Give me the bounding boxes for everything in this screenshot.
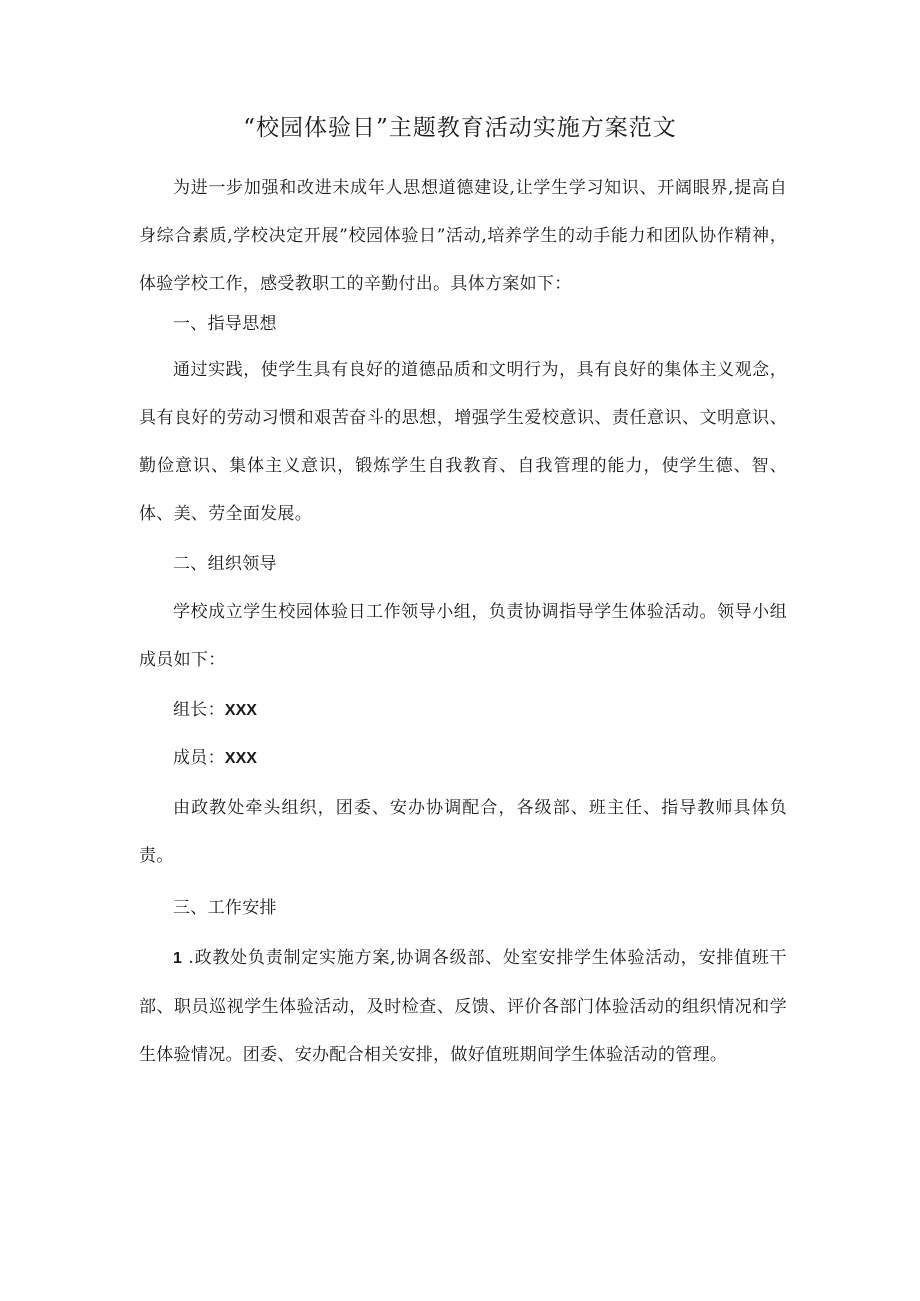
work-item-1-paragraph — [139, 934, 787, 1079]
organization-paragraph: 学校成立学生校园体验日工作领导小组，负责协调指导学生体验活动。领导小组成员如下： — [139, 602, 787, 670]
section-heading-work-arrangement: 三、工作安排 — [173, 898, 277, 918]
responsibility-paragraph: 由政教处牵头组织，团委、安办协调配合，各级部、班主任、指导教师具体负责。 — [139, 798, 787, 866]
member-line — [139, 734, 821, 783]
leader-line — [139, 686, 821, 735]
section-heading-organization: 二、组织领导 — [173, 554, 277, 574]
leader-value: XXX — [224, 702, 257, 719]
guiding-ideology-paragraph: 通过实践，使学生具有良好的道德品质和文明行为，具有良好的集体主义观念，具有良好的劳动习惯和艰苦奋斗的思想，增强学生爱校意识、责任意识、文明意识、勤俭意识、集体主义意识，锻炼学生自我教育、自我管理的能力，使学生德、智、体、美、劳全面发展。 — [139, 360, 787, 524]
document-title: “校园体验日”主题教育活动实施方案范文 — [243, 115, 677, 141]
section-heading-guiding-ideology: 一、指导思想 — [173, 314, 277, 334]
intro-paragraph: 为进一步加强和改进未成年人思想道德建设,让学生学习知识、开阔眼界,提高自身综合素质,学校决定开展”校园体验日”活动,培养学生的动手能力和团队协作精神，体验学校工作，感受教职工的辛勤付出。具体方案如下： — [139, 178, 787, 294]
member-label: 成员： — [173, 748, 225, 768]
work-item-1-text: .政教处负责制定实施方案,协调各级部、处室安排学生体验活动，安排值班干部、职员巡视学生体验活动，及时检查、反馈、评价各部门体验活动的组织情况和学生体验情况。团委、安办配合相关安排，做好值班期间学生体验活动的管理。 — [139, 948, 787, 1065]
member-value: XXX — [224, 750, 257, 767]
leader-label: 组长： — [173, 700, 225, 720]
work-item-1-number: 1 — [173, 950, 183, 967]
